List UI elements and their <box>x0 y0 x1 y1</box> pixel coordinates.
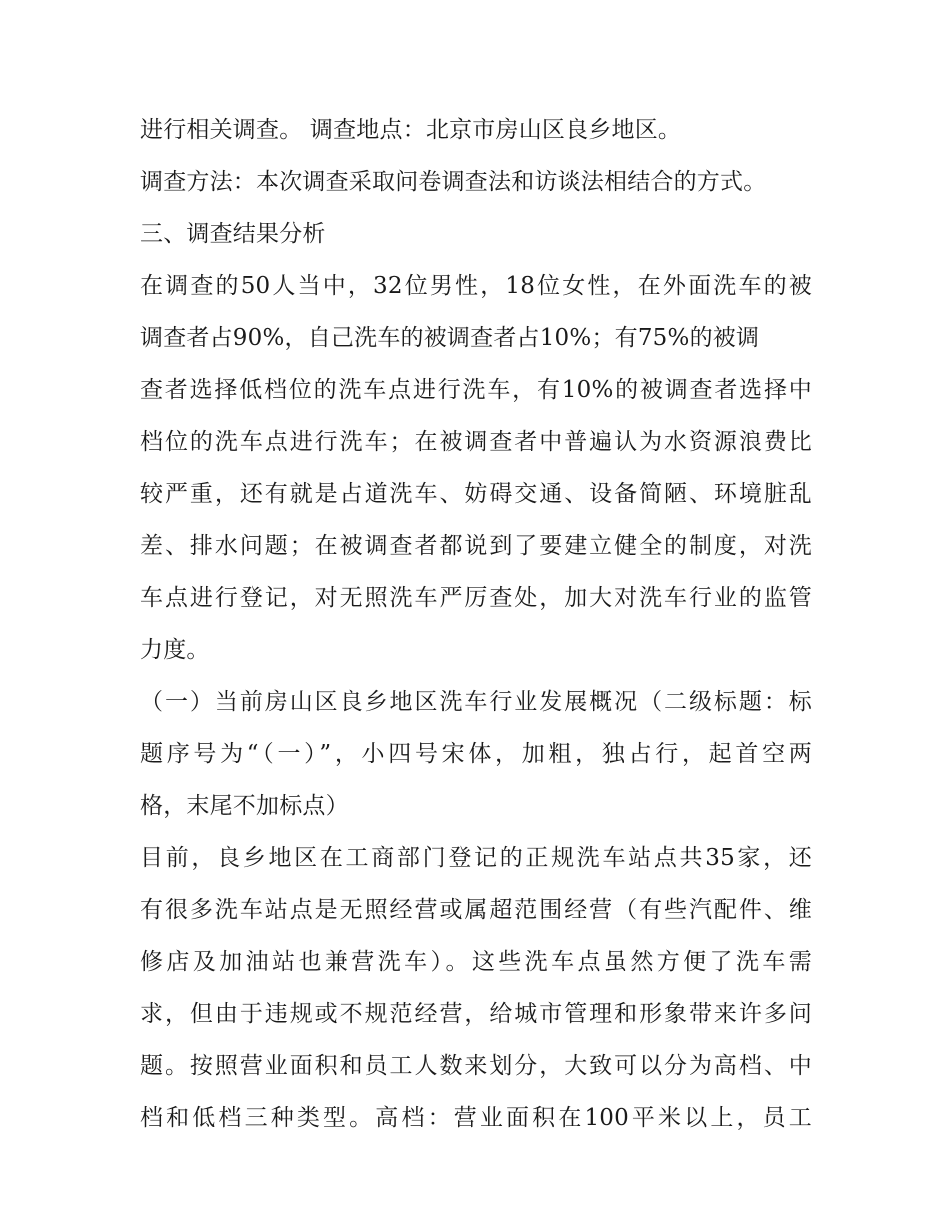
text-line: 求，但由于违规或不规范经营，给城市管理和形象带来许多问 <box>140 1001 812 1027</box>
text-line: 进行相关调查。 调查地点：北京市房山区良乡地区。 <box>140 117 682 143</box>
text-line: 力度。 <box>140 637 210 663</box>
text-line: 调查方法：本次调查采取问卷调查法和访谈法相结合的方式。 <box>140 169 767 195</box>
text-line: 调查者占90%，自己洗车的被调查者占10%；有75%的被调 <box>140 325 760 351</box>
text-line: 档位的洗车点进行洗车；在被调查者中普遍认为水资源浪费比 <box>140 429 812 455</box>
subsection-heading: （一）当前房山区良乡地区洗车行业发展概况（二级标题：标 <box>140 689 812 715</box>
subsection-heading: 题序号为“（一）”，小四号宋体，加粗，独占行，起首空两 <box>140 741 812 767</box>
text-line: 目前，良乡地区在工商部门登记的正规洗车站点共35家，还 <box>140 845 812 871</box>
text-line: 较严重，还有就是占道洗车、妨碍交通、设备简陋、环境脏乱 <box>140 481 812 507</box>
section-heading: 三、调查结果分析 <box>140 221 326 247</box>
text-line: 有很多洗车站点是无照经营或属超范围经营（有些汽配件、维 <box>140 897 812 923</box>
text-line: 查者选择低档位的洗车点进行洗车，有10%的被调查者选择中 <box>140 377 812 403</box>
text-line: 车点进行登记，对无照洗车严厉查处，加大对洗车行业的监管 <box>140 585 812 611</box>
text-line: 在调查的50人当中，32位男性，18位女性，在外面洗车的被 <box>140 273 812 299</box>
text-line: 差、排水问题；在被调查者都说到了要建立健全的制度，对洗 <box>140 533 812 559</box>
text-line: 题。按照营业面积和员工人数来划分，大致可以分为高档、中 <box>140 1053 812 1079</box>
subsection-heading: 格，末尾不加标点） <box>140 793 349 819</box>
body-text <box>140 104 812 1144</box>
text-line: 档和低档三种类型。高档：营业面积在100平米以上，员工 <box>140 1105 812 1131</box>
text-line: 修店及加油站也兼营洗车）。这些洗车点虽然方便了洗车需 <box>140 949 812 975</box>
